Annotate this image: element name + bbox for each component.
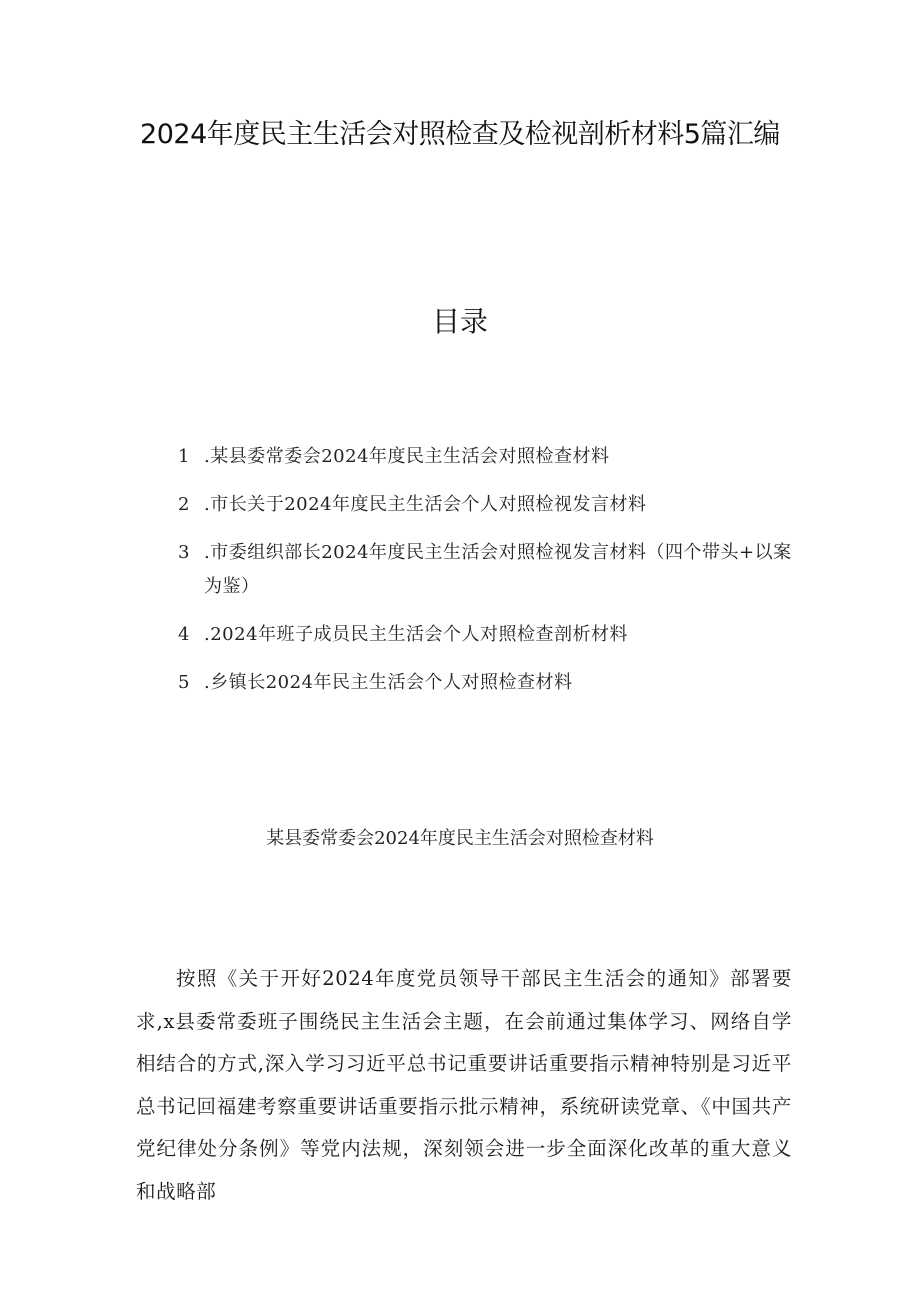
toc-item: [178, 618, 798, 652]
toc-item: [178, 440, 798, 474]
toc-item: [178, 536, 798, 604]
table-of-contents: [178, 440, 798, 714]
toc-item-text: .某县委常委会2024年度民主生活会对照检查材料: [204, 446, 610, 467]
document-title: 2024年度民主生活会对照检查及检视剖析材料5篇汇编: [140, 119, 780, 150]
toc-item-text: .市委组织部长2024年度民主生活会对照检视发言材料（四个带头+以案为鉴）: [204, 542, 792, 597]
toc-item-text: .市长关于2024年度民主生活会个人对照检视发言材料: [204, 494, 647, 515]
toc-item: [178, 488, 798, 522]
body-paragraph: 按照《关于开好2024年度党员领导干部民主生活会的通知》部署要求,x县委常委班子围绕民主生活会主题，在会前通过集体学习、网络自学相结合的方式,深入学习习近平总书记重要讲话重要指示精神特别是习近平总书记回福建考察重要讲话重要指示批示精神，系统研读党章、《中国共产党纪律处分条例》等党内法规，深刻领会进一步全面深化改革的重大意义和战略部: [136, 967, 792, 1203]
toc-item-number: 3: [178, 542, 190, 563]
toc-heading: 目录: [431, 305, 488, 338]
toc-item-text: .乡镇长2024年民主生活会个人对照检查材料: [204, 672, 573, 693]
toc-item-number: 1: [178, 446, 190, 467]
toc-item: [178, 666, 798, 700]
section-title: 某县委常委会2024年度民主生活会对照检查材料: [266, 828, 654, 849]
toc-item-text: .2024年班子成员民主生活会个人对照检查剖析材料: [204, 624, 629, 645]
toc-item-number: 5: [178, 672, 190, 693]
toc-item-number: 4: [178, 624, 190, 645]
toc-item-number: 2: [178, 494, 190, 515]
